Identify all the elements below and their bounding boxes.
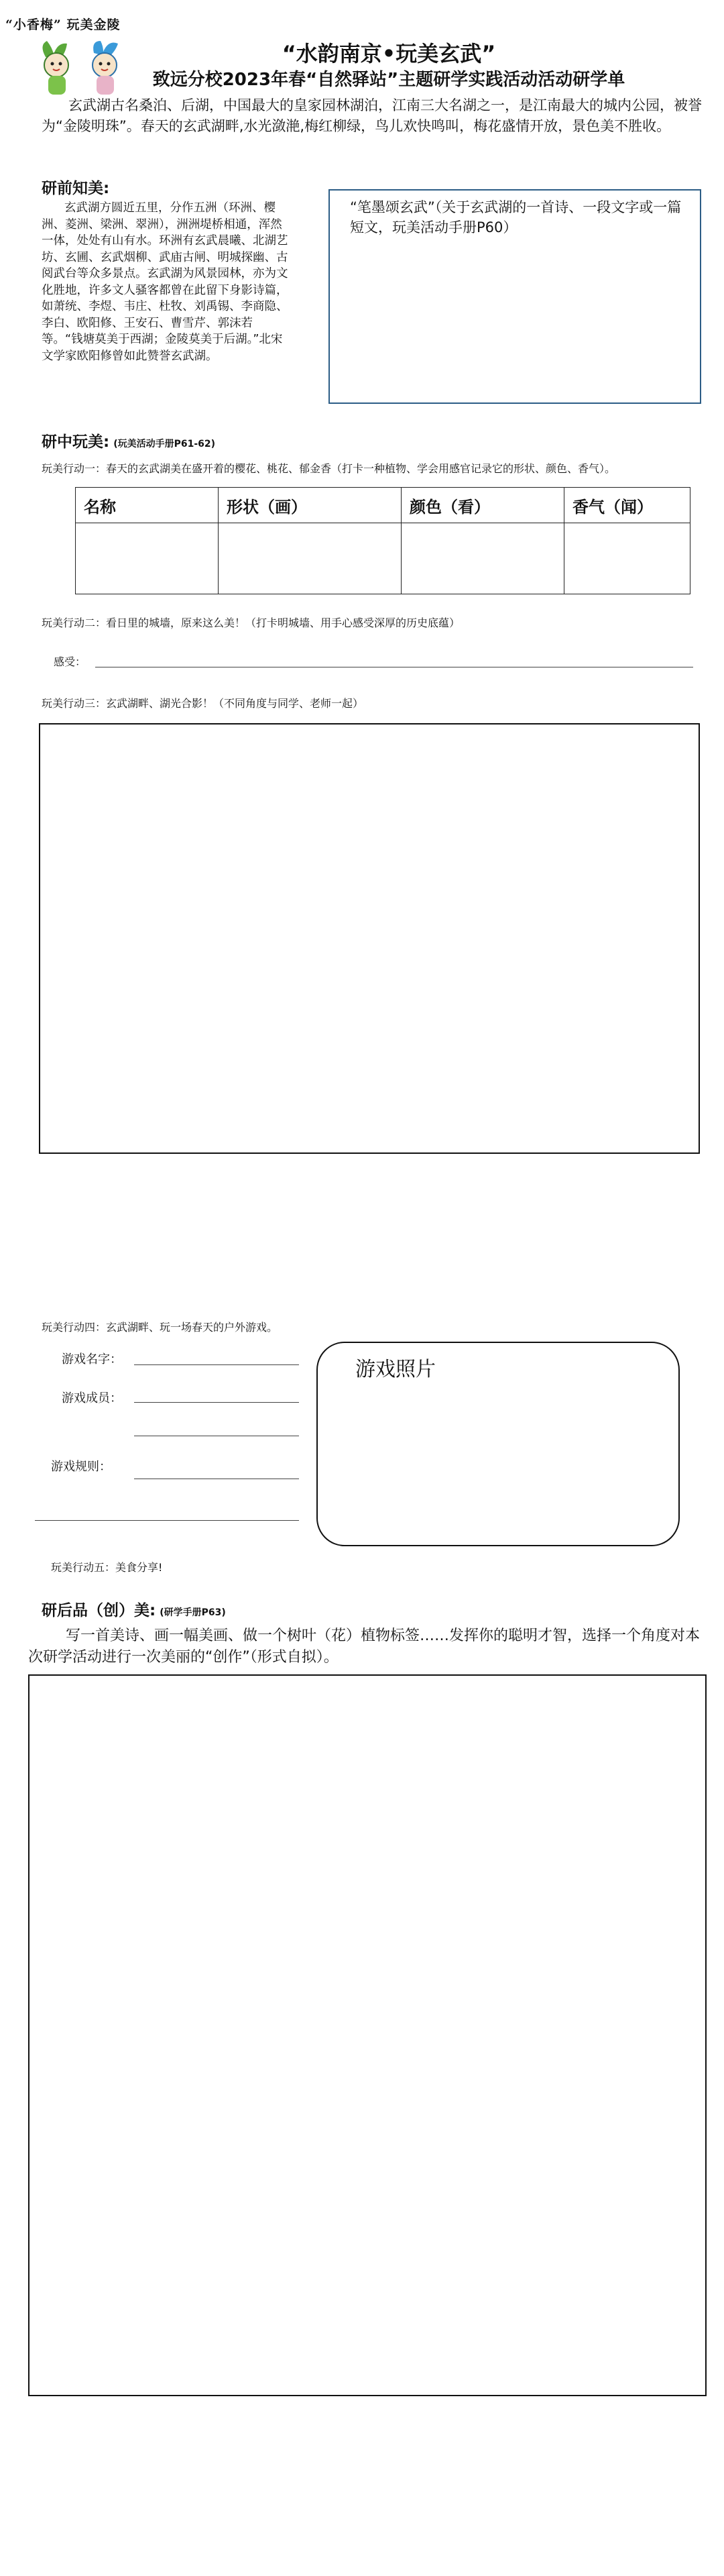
game-members-input-line-1[interactable] bbox=[134, 1402, 299, 1403]
mid-section-note: (玩美活动手册P61-62) bbox=[113, 439, 216, 449]
poem-prompt: “笔墨颂玄武”（关于玄武湖的一首诗、一段文字或一篇短文，玩美活动手册P60） bbox=[350, 199, 682, 235]
header-scent: 香气（闻） bbox=[564, 488, 690, 523]
page-subtitle: 致远分校2023年春“自然驿站”主题研学实践活动活动研学单 bbox=[152, 70, 625, 90]
mascot-left bbox=[42, 41, 68, 95]
game-rules-input-line-2[interactable] bbox=[35, 1520, 299, 1521]
game-photo-label: 游戏照片 bbox=[355, 1358, 436, 1381]
header-name: 名称 bbox=[76, 488, 219, 523]
game-members-label: 游戏成员： bbox=[62, 1391, 122, 1405]
table-row bbox=[76, 523, 690, 594]
prep-section-title: 研前知美: bbox=[42, 180, 110, 197]
action-5-text: 玩美行动五：美食分享! bbox=[51, 1561, 163, 1574]
action-2-text: 玩美行动二：看日里的城墙，原来这么美！（打卡明城墙、用手心感受深厚的历史底蕴） bbox=[42, 616, 461, 629]
action-4-text: 玩美行动四：玄武湖畔、玩一场春天的户外游戏。 bbox=[42, 1321, 278, 1334]
header-shape: 形状（画） bbox=[219, 488, 402, 523]
feeling-label: 感受： bbox=[54, 655, 86, 668]
post-section-heading bbox=[42, 1598, 226, 1620]
table-header-row bbox=[76, 488, 690, 523]
cell-shape[interactable] bbox=[219, 523, 402, 594]
game-name-input-line[interactable] bbox=[134, 1364, 299, 1365]
group-photo-box[interactable] bbox=[39, 723, 700, 1154]
cell-name[interactable] bbox=[76, 523, 219, 594]
create-instructions: 写一首美诗、画一幅美画、做一个树叶（花）植物标签……发挥你的聪明才智，选择一个角度对本次研学活动进行一次美丽的“创作”（形式自拟）。 bbox=[28, 1627, 701, 1666]
cell-scent[interactable] bbox=[564, 523, 690, 594]
game-name-label: 游戏名字： bbox=[62, 1352, 122, 1366]
header-color: 颜色（看） bbox=[402, 488, 564, 523]
intro-paragraph: 玄武湖古名桑泊、后湖，中国最大的皇家园林湖泊，江南三大名湖之一，是江南最大的城内公园，被誉为“金陵明珠”。春天的玄武湖畔,水光潋滟,梅红柳绿，鸟儿欢快鸣叫，梅花盛情开放，景色美不胜收。 bbox=[42, 97, 702, 134]
plant-record-table bbox=[75, 487, 690, 594]
mid-section-title: 研中玩美: bbox=[42, 433, 110, 451]
brand-logo-text: “小香梅” 玩美金陵 bbox=[5, 17, 121, 32]
post-section-title: 研后品（创）美: bbox=[42, 1602, 156, 1619]
action-1-text: 玩美行动一：春天的玄武湖美在盛开着的樱花、桃花、郁金香（打卡一种植物、学会用感官记录它的形状、颜色、香气）。 bbox=[42, 462, 616, 475]
mascot-right bbox=[93, 41, 118, 95]
cell-color[interactable] bbox=[402, 523, 564, 594]
game-rules-label: 游戏规则： bbox=[51, 1460, 111, 1474]
action-3-text: 玩美行动三：玄武湖畔、湖光合影！（不同角度与同学、老师一起） bbox=[42, 697, 364, 710]
post-section-note: (研学手册P63) bbox=[160, 1607, 226, 1618]
creation-box[interactable] bbox=[28, 1674, 707, 2396]
prep-paragraph: 玄武湖方圆近五里，分作五洲（环洲、樱洲、菱洲、梁洲、翠洲），洲洲堤桥相通，浑然一体，处处有山有水。环洲有玄武晨曦、北湖艺坊、玄圃、玄武烟柳、武庙古闸、明城探幽、古阅武台等众多景点。玄武湖为风景园林，亦为文化胜地，许多文人骚客都曾在此留下身影诗篇，如萧统、李煜、韦庄、杜牧、刘禹锡、李商隐、李白、欧阳修、王安石、曹雪芹、郭沫若等。“钱塘莫美于西湖；金陵莫美于后湖。”北宋文学家欧阳修曾如此赞誉玄武湖。 bbox=[42, 201, 288, 363]
page-title: “水韵南京•玩美玄武” bbox=[282, 41, 496, 66]
mascot-illustration bbox=[34, 37, 134, 101]
mid-section-heading bbox=[42, 429, 215, 451]
